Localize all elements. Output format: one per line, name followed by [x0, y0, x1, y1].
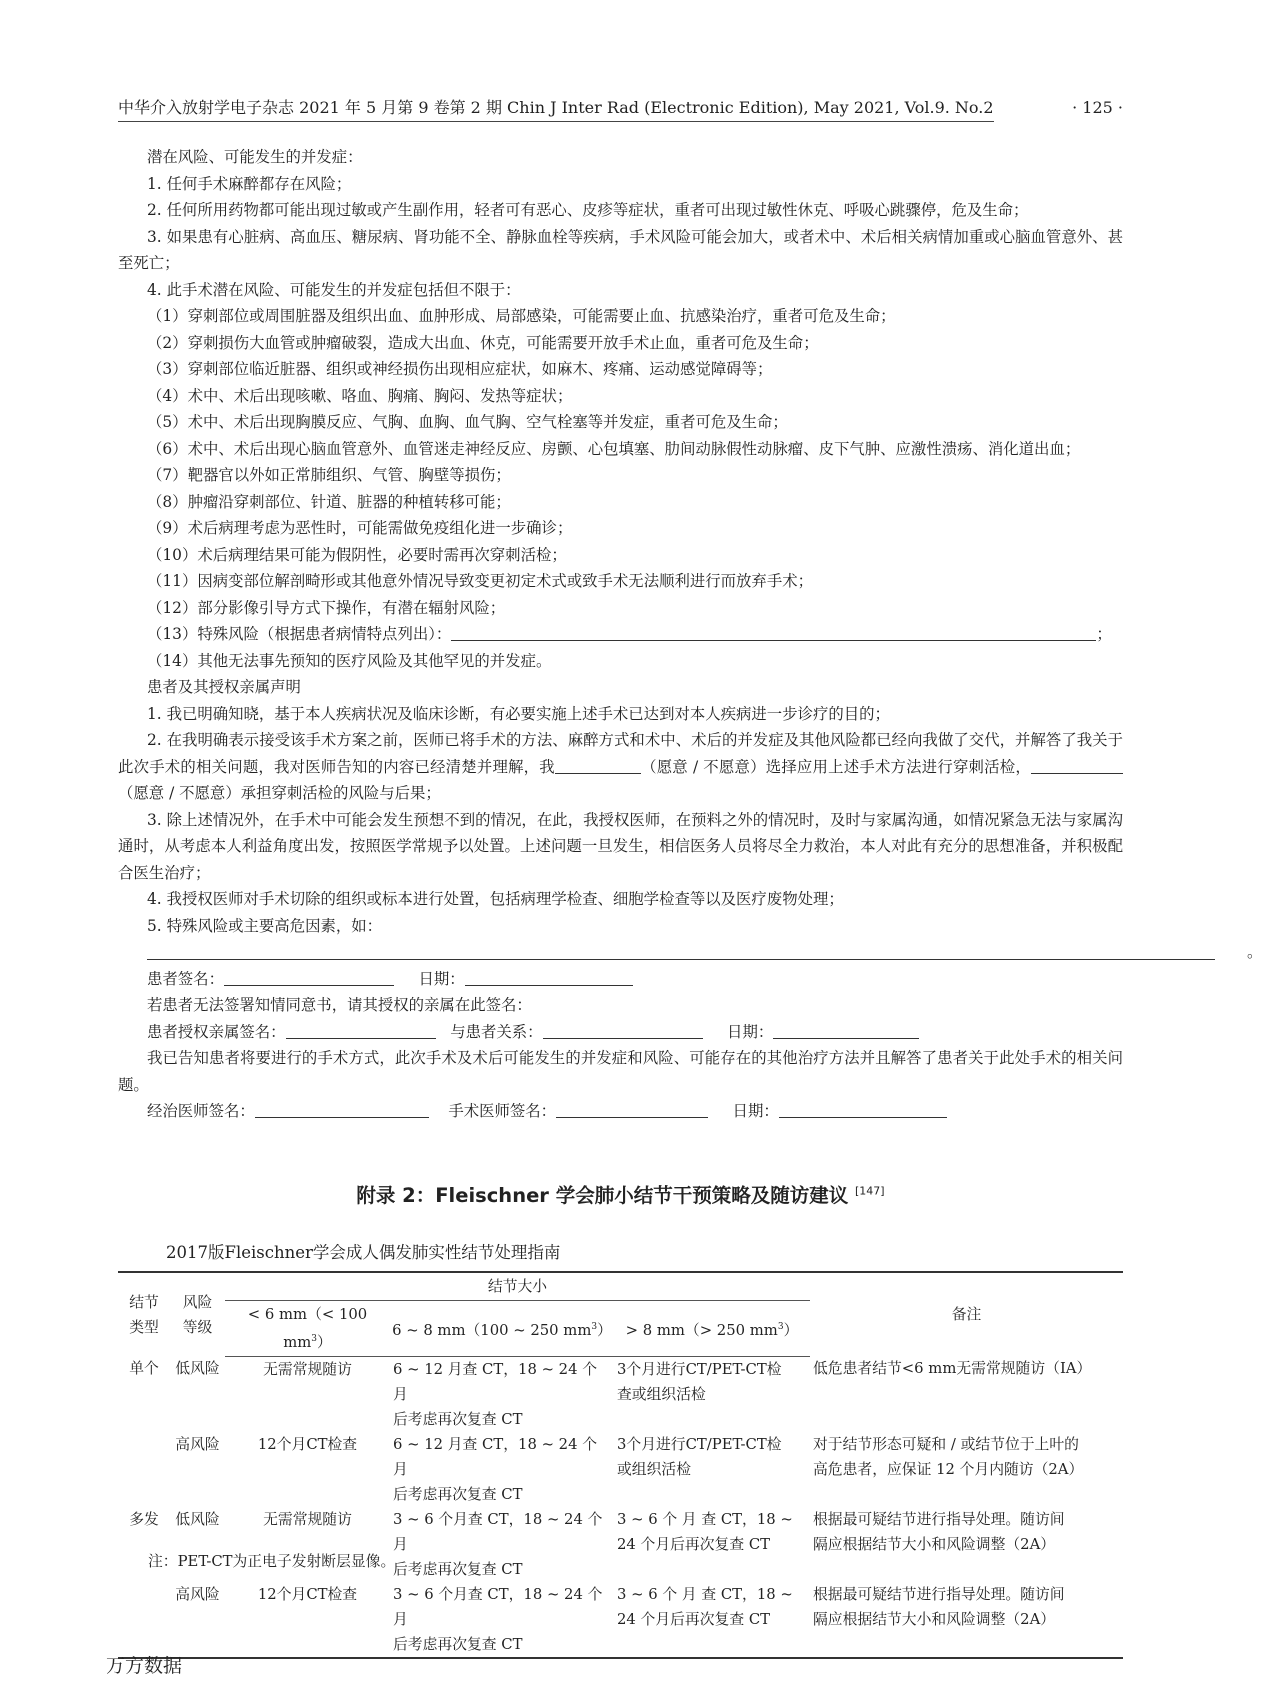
special-factor-blank[interactable]	[147, 943, 1215, 960]
risk-sub-11: （11）因病变部位解剖畸形或其他意外情况导致变更初定术式或致手术无法顺利进行而放弃手术；	[147, 572, 813, 590]
cell-gt8-line2: 查或组织活检	[617, 1385, 706, 1403]
patient-date-field[interactable]	[465, 969, 633, 986]
cell-6to8-line2: 后考虑再次复查 CT	[393, 1410, 523, 1428]
cell-note-line2: 隔应根据结节大小和风险调整（2A）	[813, 1610, 1056, 1628]
journal-citation: 中华介入放射学电子杂志 2021 年 5 月第 9 卷第 2 期 Chin J Inter Rad (Electronic Edition), May 2021, Vol.9. No.2	[118, 98, 994, 122]
cell-gt8	[614, 1507, 810, 1582]
cell-6to8	[390, 1507, 614, 1582]
cell-type	[118, 1582, 170, 1658]
special-risk-blank[interactable]	[451, 624, 1096, 641]
table-footnote: 注：PET-CT为正电子发射断层显像。	[148, 1553, 396, 1570]
declaration-item-2	[118, 727, 1123, 807]
risk-sub-8: （8）肿瘤沿穿刺部位、针道、脏器的种植转移可能；	[147, 492, 511, 511]
cell-6to8	[390, 1432, 614, 1507]
doctor-statement: 我已告知患者将要进行的手术方式，此次手术及术后可能发生的并发症和风险、可能存在的其他治疗方法并且解答了患者关于此处手术的相关问题。	[118, 1049, 1123, 1094]
risk-sub-5: （5）术中、术后出现胸膜反应、气胸、血胸、血气胸、空气栓塞等并发症，重者可危及生命；	[147, 413, 788, 431]
cell-gt8	[614, 1356, 810, 1432]
relation-field[interactable]	[543, 1022, 703, 1039]
cell-6to8-line1: 6 ~ 12 月查 CT，18 ~ 24 个月	[393, 1435, 597, 1478]
cell-note-line2: 隔应根据结节大小和风险调整（2A）	[813, 1535, 1056, 1553]
cell-6to8-line1: 6 ~ 12 月查 CT，18 ~ 24 个月	[393, 1360, 597, 1403]
risk-sub-13-label: （13）特殊风险（根据患者病情特点列出）：	[147, 625, 452, 643]
header-size-gt8-sup: 3	[777, 1321, 784, 1332]
risk-sub-3: （3）穿刺部位临近脏器、组织或神经损伤出现相应症状，如麻木、疼痛、运动感觉障碍等；	[147, 360, 773, 378]
header-nodule-type	[118, 1272, 170, 1356]
declaration-item-5: 5. 特殊风险或主要高危因素，如：	[147, 916, 383, 935]
nodule-guideline-table	[118, 1271, 1123, 1659]
header-size-6to8-sup: 3	[591, 1321, 598, 1332]
cell-type: 多发	[129, 1510, 159, 1528]
patient-signature-field[interactable]	[224, 969, 394, 986]
cell-6to8	[390, 1356, 614, 1432]
cell-6to8-line1: 3 ~ 6 个月查 CT，18 ~ 24 个月	[393, 1585, 603, 1628]
proxy-date-label: 日期：	[727, 1022, 774, 1041]
cell-risk: 高风险	[175, 1435, 220, 1453]
special-factor-end: 。	[1247, 943, 1262, 961]
surgeon-signature-field[interactable]	[556, 1101, 708, 1118]
risk-sub-7: （7）靶器官以外如正常肺组织、气管、胸壁等损伤；	[147, 466, 511, 484]
risk-heading: 潜在风险、可能发生的并发症：	[147, 148, 363, 166]
header-size-6to8-close: ）	[597, 1321, 612, 1339]
proxy-signature-field[interactable]	[286, 1022, 436, 1039]
header-size-gt8-text: > 8 mm（> 250 mm	[625, 1321, 778, 1339]
wanfang-watermark: 万方数据	[106, 1655, 183, 1677]
cell-lt6: 12个月CT检查	[257, 1435, 358, 1453]
cell-type: 单个	[129, 1360, 159, 1378]
willing-blank-2[interactable]	[1031, 757, 1123, 774]
cell-gt8-line1: 3个月进行CT/PET-CT检	[617, 1360, 782, 1378]
header-remarks: 备注	[810, 1272, 1123, 1356]
cell-note-line2: 高危患者，应保证 12 个月内随访（2A）	[813, 1460, 1084, 1478]
declaration-item-2-text: 2. 在我明确表示接受该手术方案之前，医师已将手术的方法、麻醉方式和术中、术后的并发症及其他风险都已经向我做了交代，并解答了我关于此次手术的相关问题，我对医师告知的内容已经清楚并理解，我	[118, 731, 1123, 776]
risk-sub-13	[118, 621, 1123, 648]
cell-6to8-line2: 后考虑再次复查 CT	[393, 1560, 523, 1578]
cell-lt6: 12个月CT检查	[225, 1582, 390, 1658]
header-risk-level	[170, 1272, 225, 1356]
page-number: · 125 ·	[1072, 98, 1123, 117]
risk-sub-9: （9）术后病理考虑为恶性时，可能需做免疫组化进一步确诊；	[147, 519, 573, 537]
risk-item-2: 2. 任何所用药物都可能出现过敏或产生副作用，轻者可有恶心、皮疹等症状，重者可出现过敏性休克、呼吸心跳骤停，危及生命；	[147, 201, 1029, 219]
cell-gt8-line1: 3个月进行CT/PET-CT检	[617, 1435, 782, 1453]
doctor-date-label: 日期：	[732, 1102, 779, 1120]
risk-sub-6: （6）术中、术后出现心脑血管意外、血管迷走神经反应、房颤、心包填塞、肋间动脉假性动脉瘤、皮下气肿、应激性溃疡、消化道出血；	[147, 439, 1081, 458]
header-nodule-size: 结节大小	[225, 1272, 810, 1301]
risk-item-1: 1. 任何手术麻醉都存在风险；	[147, 174, 352, 193]
cell-6to8	[390, 1582, 614, 1658]
header-nodule-type-line1: 结节	[129, 1293, 159, 1311]
doctor-signature-row	[118, 1098, 1123, 1125]
cell-note-line1: 根据最可疑结节进行指导处理。随访间	[813, 1585, 1065, 1603]
cell-lt6: 无需常规随访	[263, 1510, 352, 1528]
attending-signature-label: 经治医师签名：	[147, 1102, 255, 1120]
header-size-gt8-close: ）	[783, 1321, 799, 1339]
cell-note-line1: 对于结节形态可疑和 / 或结节位于上叶的	[813, 1435, 1079, 1453]
risk-sub-13-end: ；	[1096, 625, 1112, 643]
cell-6to8-line1: 3 ~ 6 个月查 CT，18 ~ 24 个月	[393, 1510, 603, 1553]
cell-risk: 低风险	[175, 1510, 220, 1528]
patient-signature-row	[118, 966, 1123, 993]
risk-sub-14: （14）其他无法事先预知的医疗风险及其他罕见的并发症。	[147, 651, 552, 670]
cell-gt8	[614, 1582, 810, 1658]
proxy-signature-row	[118, 1019, 1123, 1046]
willing-blank-1[interactable]	[555, 757, 641, 774]
cell-lt6: 无需常规随访	[263, 1360, 352, 1378]
table-row	[118, 1432, 1123, 1507]
header-size-lt6-close: ）	[316, 1333, 332, 1351]
cell-note	[810, 1507, 1123, 1582]
patient-date-label: 日期：	[418, 969, 465, 988]
header-risk-level-line2: 等级	[182, 1318, 213, 1336]
cell-risk: 高风险	[170, 1582, 225, 1658]
header-risk-level-line1: 风险	[182, 1293, 213, 1311]
header-size-lt6-text: < 6 mm（< 100 mm	[247, 1306, 368, 1351]
declaration-item-2-choice: （愿意 / 不愿意）选择应用上述手术方法进行穿刺活检，	[640, 757, 1031, 776]
risk-item-3: 3. 如果患有心脏病、高血压、糖尿病、肾功能不全、静脉血栓等疾病，手术风险可能会加大，或者术中、术后相关病情加重或心脑血管意外、甚至死亡；	[118, 227, 1123, 272]
cell-note	[810, 1582, 1123, 1658]
cell-note	[810, 1432, 1123, 1507]
appendix-reference: [147]	[855, 1184, 885, 1198]
declaration-item-3: 3. 除上述情况外，在手术中可能会发生预想不到的情况，在此，我授权医师，在预料之外的情况时，及时与家属沟通，如情况紧急无法与家属沟通时，从考虑本人利益角度出发，按照医学常规予以处置。上述问题一旦发生，相信医务人员将尽全力救治，本人对此有充分的思想准备，并积极配合医生治疗；	[118, 810, 1123, 882]
header-size-6to8-text: 6 ~ 8 mm（100 ~ 250 mm	[392, 1321, 592, 1339]
cell-6to8-line2: 后考虑再次复查 CT	[393, 1485, 523, 1503]
surgeon-signature-label: 手术医师签名：	[448, 1102, 557, 1120]
risk-sub-4: （4）术中、术后出现咳嗽、咯血、胸痛、胸闷、发热等症状；	[147, 386, 573, 405]
cell-gt8	[614, 1432, 810, 1507]
declaration-item-2-tail: （愿意 / 不愿意）承担穿刺活检的风险与后果；	[118, 784, 441, 802]
risk-sub-2: （2）穿刺损伤大血管或肿瘤破裂，造成大出血、休克，可能需要开放手术止血，重者可危及生命；	[147, 333, 819, 352]
declaration-item-1: 1. 我已明确知晓，基于本人疾病状况及临床诊断，有必要实施上述手术已达到对本人疾病进一步诊疗的目的；	[147, 704, 890, 723]
cell-gt8-line2: 或组织活检	[617, 1460, 691, 1478]
cell-gt8-line1: 3 ~ 6 个 月 查 CT，18 ~	[617, 1510, 793, 1528]
proxy-signature-label: 患者授权亲属签名：	[147, 1022, 286, 1041]
risk-item-4: 4. 此手术潜在风险、可能发生的并发症包括但不限于：	[147, 280, 521, 299]
cell-gt8-line1: 3 ~ 6 个 月 查 CT，18 ~	[617, 1585, 793, 1603]
risk-sub-10: （10）术后病理结果可能为假阴性，必要时需再次穿刺活检；	[147, 545, 567, 564]
header-size-lt6-sup: 3	[311, 1334, 317, 1344]
cell-gt8-line2: 24 个月后再次复查 CT	[617, 1535, 771, 1553]
header-size-lt6	[225, 1301, 390, 1357]
table-row	[118, 1582, 1123, 1658]
relation-label: 与患者关系：	[450, 1022, 543, 1041]
proxy-note: 若患者无法签署知情同意书，请其授权的亲属在此签名：	[147, 996, 532, 1014]
cell-type	[118, 1432, 170, 1507]
table-row	[118, 1356, 1123, 1432]
declaration-heading: 患者及其授权亲属声明	[147, 678, 301, 696]
special-factor-line	[118, 939, 1262, 966]
cell-note-line1: 低危患者结节<6 mm无需常规随访（IA）	[813, 1360, 1092, 1378]
risk-sub-1: （1）穿刺部位或周围脏器及组织出血、血肿形成、局部感染，可能需要止血、抗感染治疗，重者可危及生命；	[147, 307, 896, 325]
table-caption: 2017版Fleischner学会成人偶发肺实性结节处理指南	[166, 1243, 561, 1262]
header-size-gt8	[614, 1301, 810, 1357]
cell-6to8-line2: 后考虑再次复查 CT	[393, 1635, 523, 1653]
cell-note-line1: 根据最可疑结节进行指导处理。随访间	[813, 1510, 1065, 1528]
declaration-item-4: 4. 我授权医师对手术切除的组织或标本进行处置，包括病理学检查、细胞学检查等以及医疗废物处理；	[147, 890, 844, 908]
cell-note	[810, 1356, 1123, 1432]
appendix-title-text: 附录 2：Fleischner 学会肺小结节干预策略及随访建议	[356, 1184, 849, 1207]
header-size-6to8	[390, 1301, 614, 1357]
proxy-date-field[interactable]	[773, 1022, 919, 1039]
patient-signature-label: 患者签名：	[147, 969, 224, 988]
table-header-row-1	[118, 1272, 1123, 1301]
header-nodule-type-line2: 类型	[129, 1318, 159, 1336]
cell-gt8-line2: 24 个月后再次复查 CT	[617, 1610, 771, 1628]
doctor-date-field[interactable]	[779, 1101, 947, 1118]
consent-body	[118, 144, 1262, 1125]
cell-risk: 低风险	[175, 1360, 220, 1378]
risk-sub-12: （12）部分影像引导方式下操作，有潜在辐射风险；	[147, 598, 506, 617]
appendix-title	[0, 1180, 1241, 1208]
attending-signature-field[interactable]	[255, 1101, 429, 1118]
